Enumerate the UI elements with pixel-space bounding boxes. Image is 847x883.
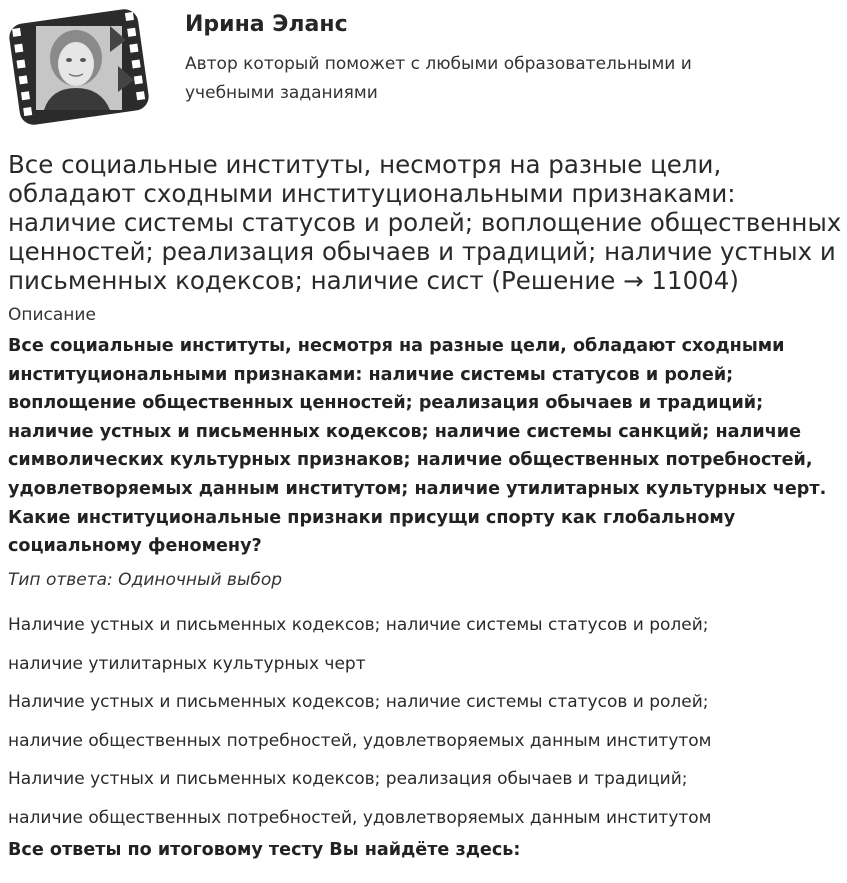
footer-text: Все ответы по итоговому тесту Вы найдёте здесь: [8,840,521,860]
answer-option: наличие утилитарных культурных черт [8,653,366,674]
answer-option: наличие общественных потребностей, удовлетворяемых данным институтом [8,730,712,751]
answer-option: наличие общественных потребностей, удовлетворяемых данным институтом [8,807,712,828]
author-card [0,0,847,130]
answer-option: Наличие устных и письменных кодексов; реализация обычаев и традиций; [8,769,688,789]
author-avatar [6,6,152,128]
answer-type: Тип ответа: Одиночный выбор [8,570,283,590]
answer-options [8,606,844,837]
answer-option: Наличие устных и письменных кодексов; наличие системы статусов и ролей; [8,615,709,635]
answer-option: Наличие устных и письменных кодексов; наличие системы статусов и ролей; [8,692,709,712]
question-text: Все социальные институты, несмотря на разные цели, обладают сходными институциональными признаками: наличие системы статусов и ролей; воплощение общественных ценностей; реализация обычаев и традиций; наличие устных и письменных кодексов; наличие системы санкций; наличие символических культурных признаков; наличие общественных потребностей, удовлетворяемых данным институтом; наличие утилитарных культурных черт. Какие институциональные признаки присущи спорту как глобальному социальному феномену? [8,336,827,557]
page-title: Все социальные институты, несмотря на разные цели, обладают сходными институциональными признаками: наличие системы статусов и ролей; воплощение общественных ценностей; реализация обычаев и традиций; наличие устных и письменных кодексов; наличие сист (Решение → 11004) [8,150,842,295]
author-description: Автор который поможет с любыми образовательными и учебными заданиями [185,54,692,103]
author-name: Ирина Эланс [185,12,348,37]
description-label: Описание [8,305,96,325]
